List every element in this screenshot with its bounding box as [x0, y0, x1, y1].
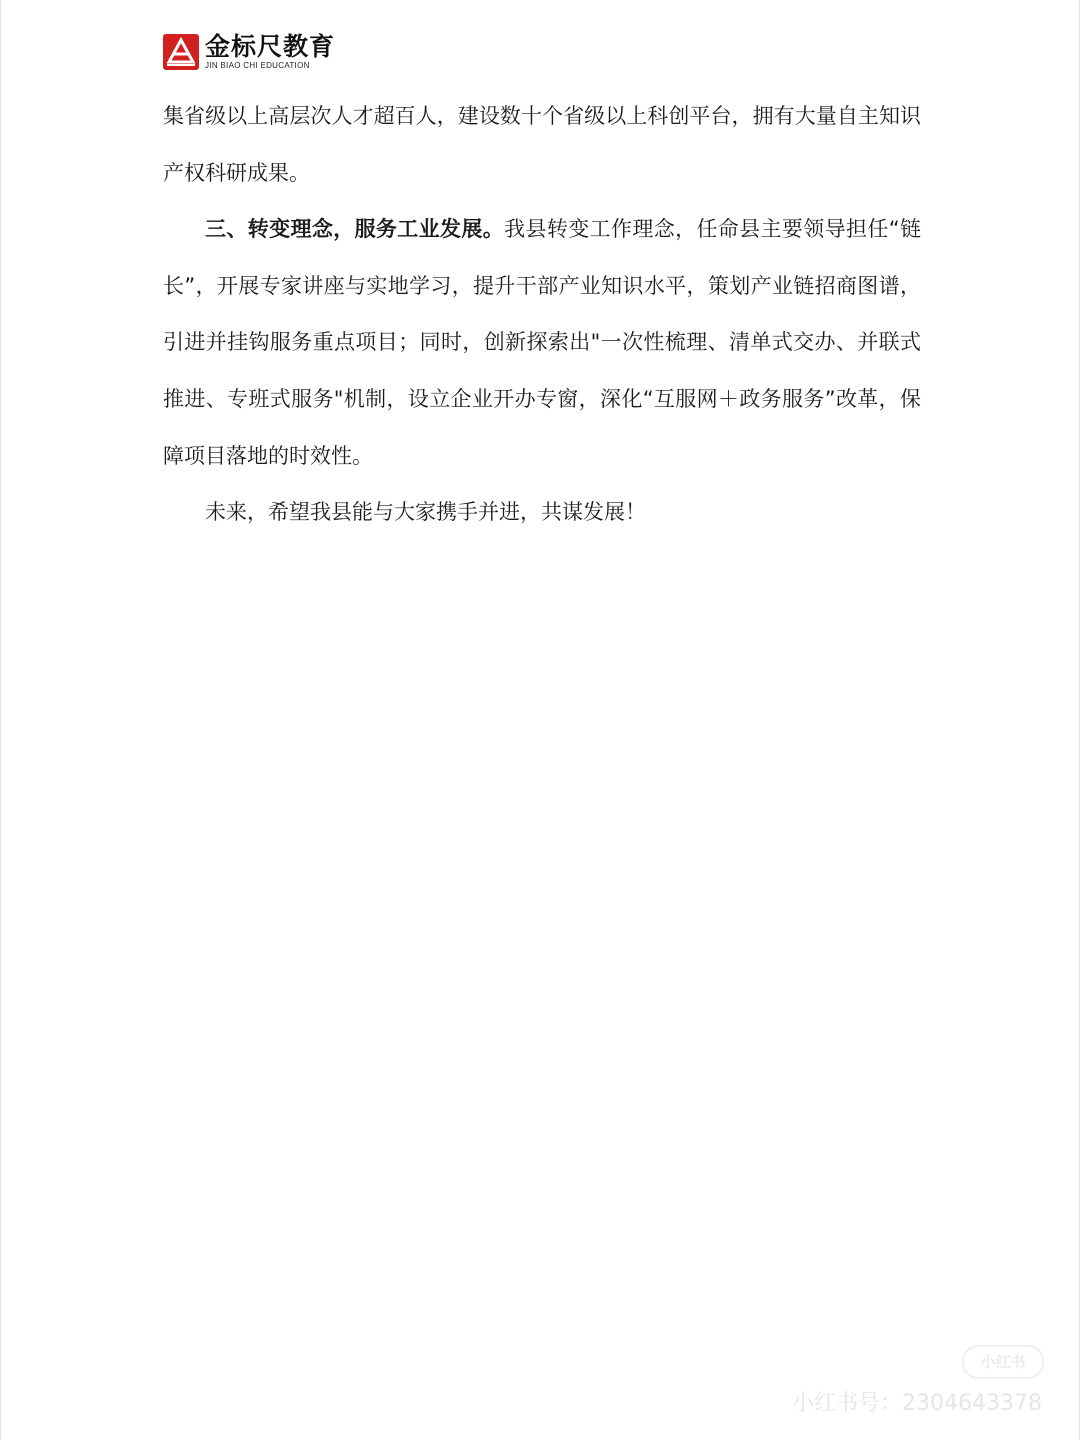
- document-body: [163, 88, 921, 541]
- watermark-id: 小红书号：2304643378: [792, 1391, 1042, 1416]
- watermark-badge: 小红书: [962, 1345, 1044, 1379]
- logo-chinese-name: 金标尺教育: [205, 32, 336, 61]
- logo-mark-icon: [163, 34, 199, 70]
- paragraph-1-text: 集省级以上高层次人才超百人，建设数十个省级以上科创平台，拥有大量自主知识产权科研成果。: [163, 104, 921, 185]
- paragraph-1: [163, 88, 921, 201]
- brand-logo: [163, 34, 335, 70]
- paragraph-2: [163, 201, 921, 484]
- paragraph-3-text: 未来，希望我县能与大家携手并进，共谋发展！: [205, 500, 646, 525]
- paragraph-2-text: 我县转变工作理念，任命县主要领导担任“链长”，开展专家讲座与实地学习，提升干部产业知识水平，策划产业链招商图谱，引进并挂钩服务重点项目；同时，创新探索出"一次性梳理、清单式交办、并联式推进、专班式服务"机制，设立企业开办专窗，深化“互服网＋政务服务”改革，保障项目落地的时效性。: [163, 217, 921, 468]
- paragraph-3: [163, 484, 921, 541]
- paragraph-2-heading: 三、转变理念，服务工业发展。: [205, 217, 505, 242]
- logo-english-name: JIN BIAO CHI EDUCATION: [205, 61, 310, 70]
